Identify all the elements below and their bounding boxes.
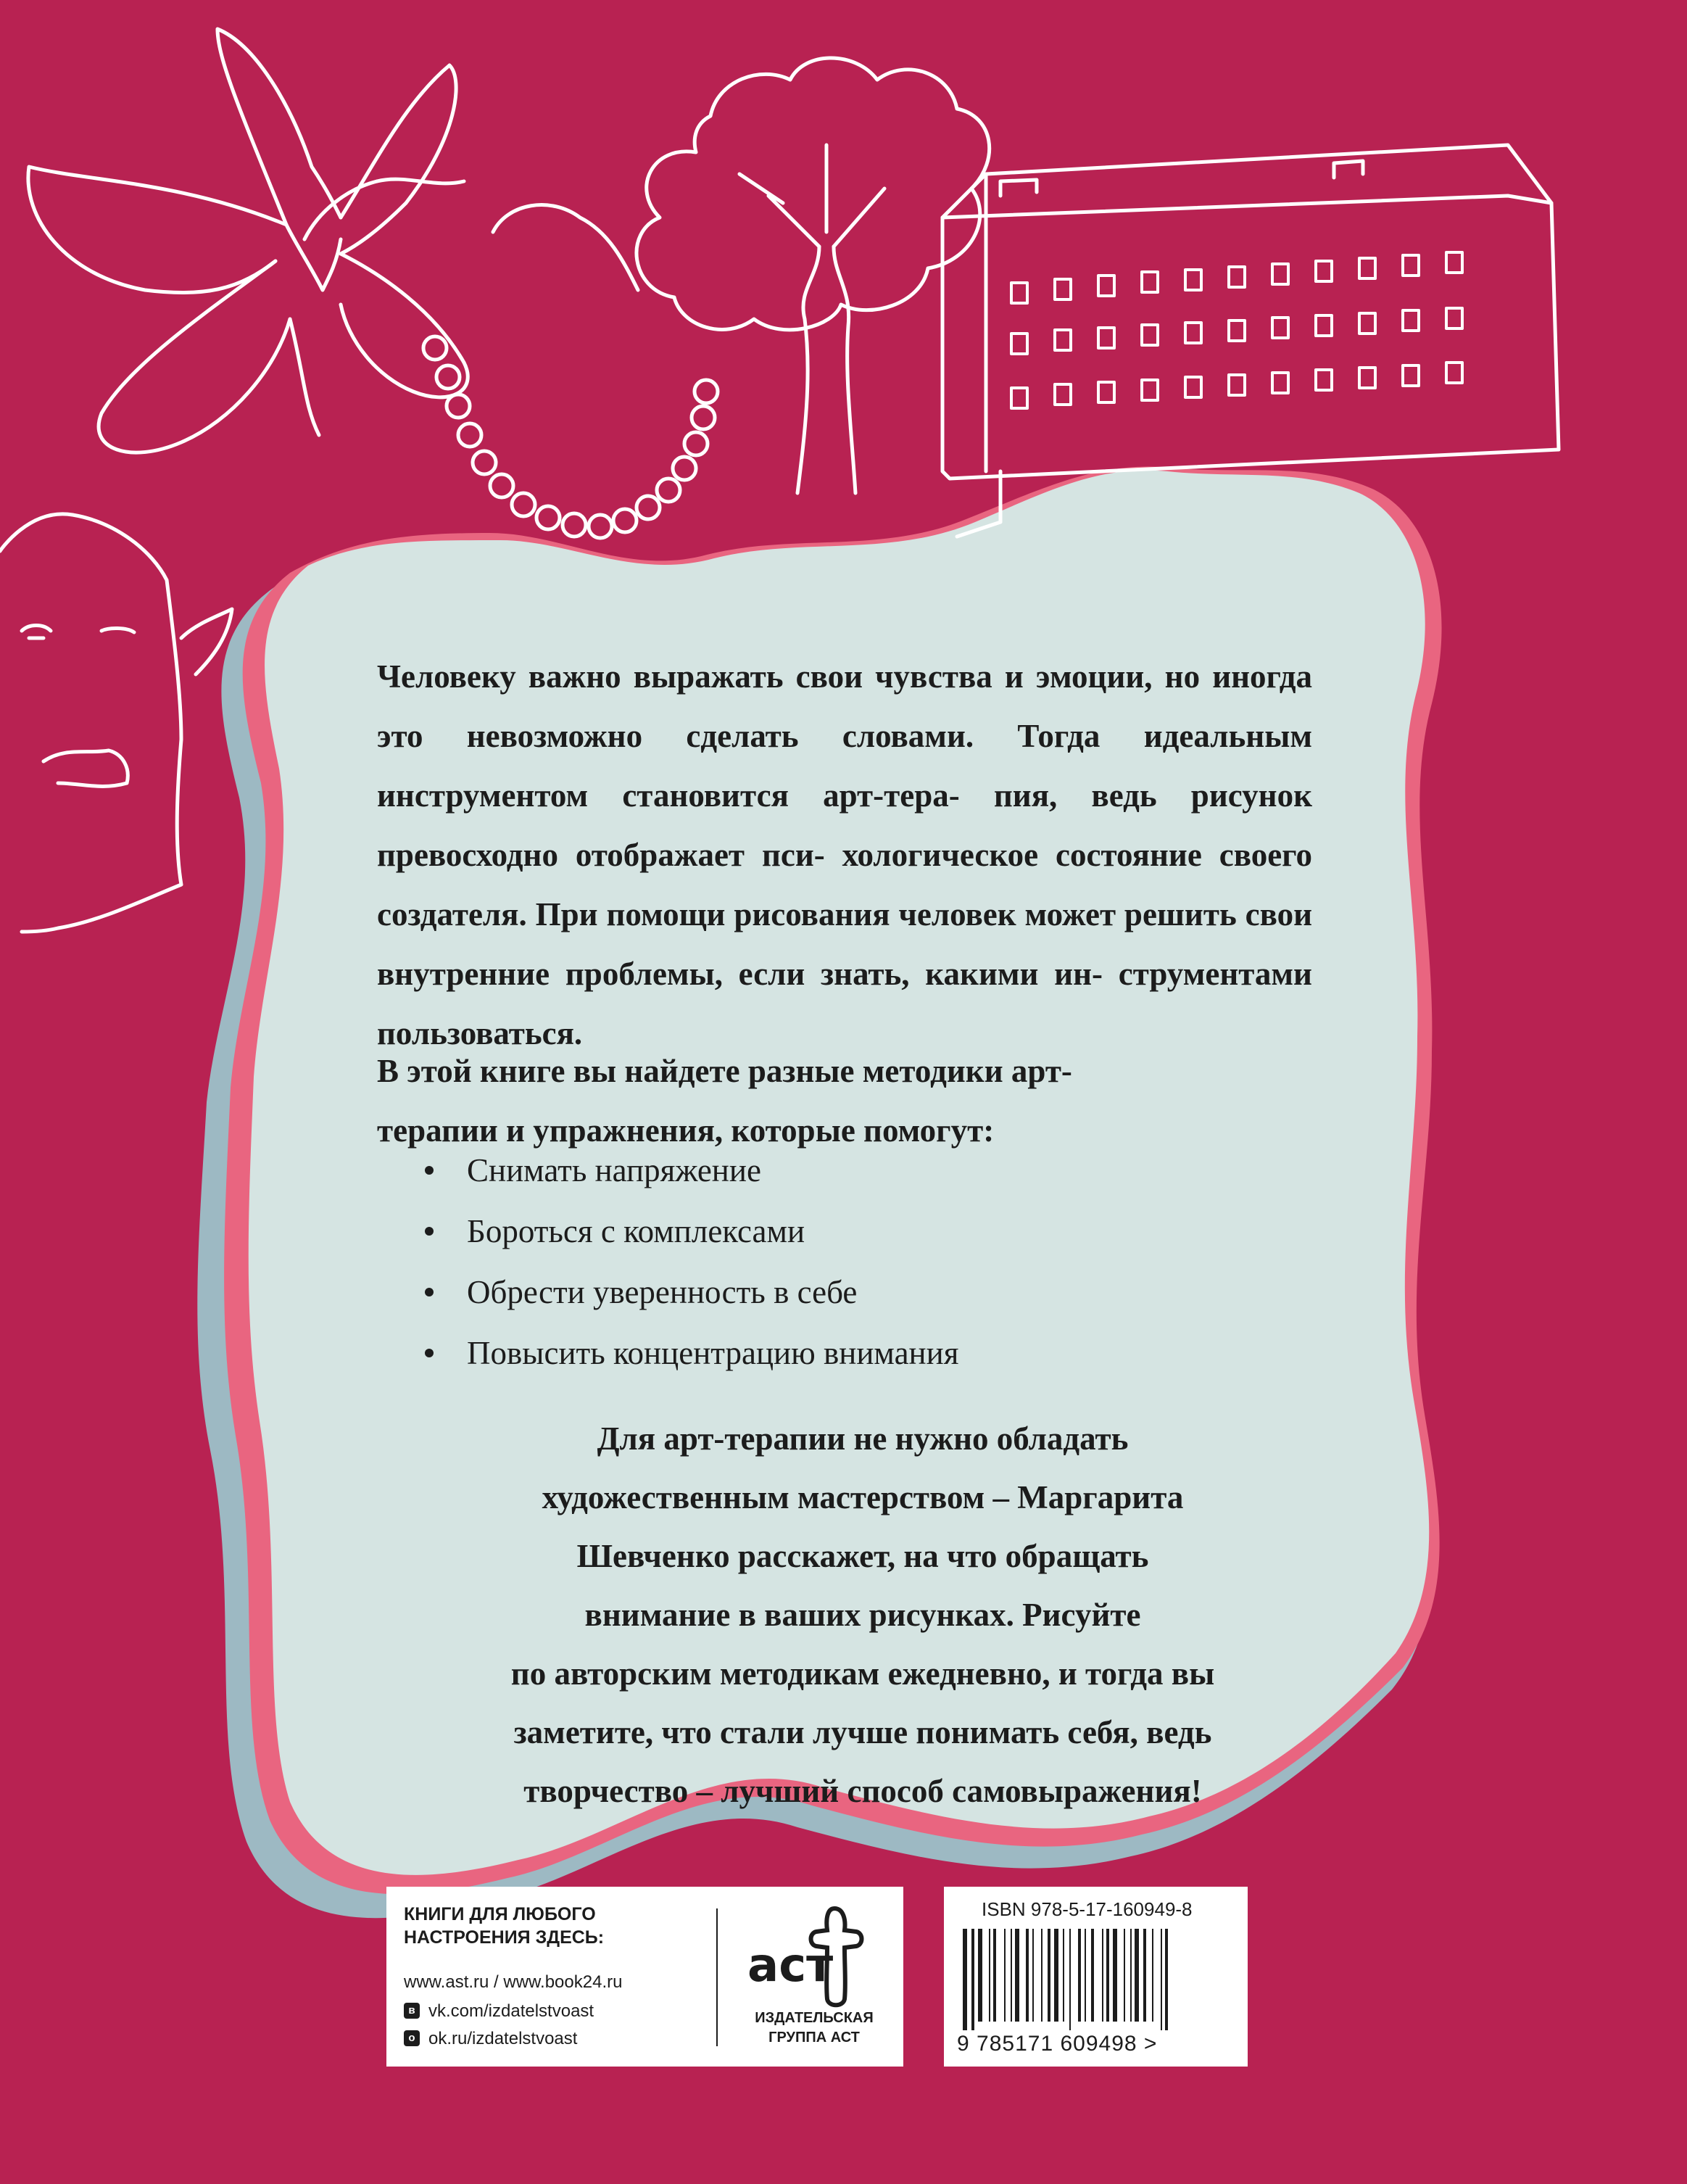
list-item: Снимать напряжение [420, 1140, 1290, 1201]
isbn-barcode-box [944, 1887, 1248, 2067]
lead-paragraph: В этой книге вы найдете разные методики арт- терапии и упражнения, которые помогут: [377, 1053, 1072, 1149]
closing-paragraph: Для арт-терапии не нужно обладать художественным мастерством – Маргарита Шевченко расскажет, на что обращать внимание в ваших рисунках. Рисуйте по авторским методикам ежедневно, и тогда вы заметите, что стали лучше понимать себя, ведь творчество – лучший способ самовыражения! [510, 1420, 1215, 1809]
barcode-digits: 9 785171 609498 > [957, 2032, 1158, 2056]
vk-link[interactable]: vk.com/izdatelstvoast [428, 2001, 594, 2021]
barcode [960, 1929, 1228, 2030]
ok-link[interactable]: ok.ru/izdatelstvoast [428, 2029, 578, 2048]
websites-link[interactable]: www.ast.ru / www.book24.ru [404, 1972, 623, 1992]
bullet-icon [425, 1349, 434, 1357]
svg-text:аст: аст [747, 1939, 834, 1993]
vk-icon: в [404, 2003, 420, 2019]
odnoklassniki-icon: о [404, 2030, 420, 2046]
list-item: Обрести уверенность в себе [420, 1262, 1290, 1323]
list-item: Повысить концентрацию внимания [420, 1323, 1290, 1383]
publisher-name: ИЗДАТЕЛЬСКАЯ ГРУППА АСТ [755, 2010, 874, 2046]
ast-logo [733, 1901, 892, 2010]
promo-heading: КНИГИ ДЛЯ ЛЮБОГО НАСТРОЕНИЯ ЗДЕСЬ: [404, 1904, 605, 1948]
bullet-icon [425, 1288, 434, 1296]
publisher-promo-box [386, 1887, 903, 2067]
isbn-label: ISBN 978-5-17-160949-8 [982, 1898, 1193, 1920]
bullet-icon [425, 1166, 434, 1175]
intro-paragraph: Человеку важно выражать свои чувства и эмоции, но иногда это невозможно сделать словами. Тогда идеальным инструментом становится арт-тера- пия, ведь рисунок превосходно отображает пси- хологическое состояние своего создателя. При помощи рисования человек может решить свои внутренние проблемы, если знать, какими ин- струментами пользоваться. [377, 658, 1313, 1051]
face-drawing [0, 514, 232, 932]
butterfly-drawing [28, 29, 468, 452]
building-windows [1011, 252, 1462, 408]
divider [716, 1908, 718, 2046]
benefits-list [420, 1140, 1290, 1383]
bullet-icon [425, 1227, 434, 1236]
tree-drawing [637, 58, 990, 493]
list-item: Бороться с комплексами [420, 1201, 1290, 1262]
